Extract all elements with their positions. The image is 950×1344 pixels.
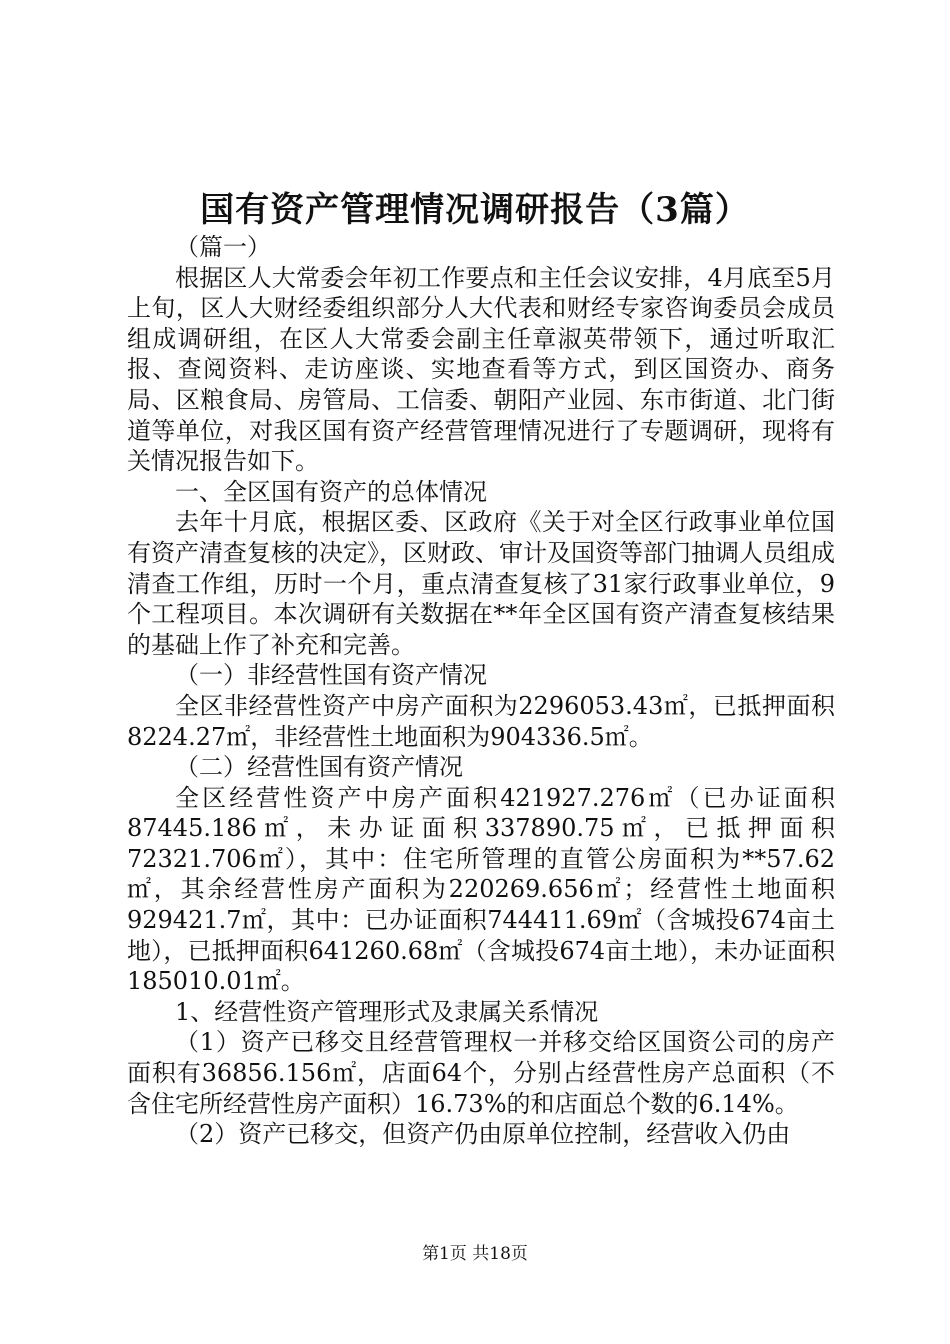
document-body xyxy=(127,232,835,1150)
heading-operating-assets: （二）经营性国有资产情况 xyxy=(175,753,463,782)
paragraph-non-operating-assets: 全区非经营性资产中房产面积为2296053.43㎡，已抵押面积8224.27㎡，非经营性土地面积为904336.5㎡。 xyxy=(127,691,835,751)
heading-management-forms: 1、经营性资产管理形式及隶属关系情况 xyxy=(175,997,599,1026)
paragraph-audit-background: 去年十月底，根据区委、区政府《关于对全区行政事业单位国有资产清查复核的决定》，区财政、审计及国资等部门抽调人员组成清查工作组，历时一个月，重点清查复核了31家行政事业单位，9个工程项目。本次调研有关数据在**年全区国有资产清查复核结果的基础上作了补充和完善。 xyxy=(127,508,835,659)
document-title: 国有资产管理情况调研报告（3篇） xyxy=(200,190,750,230)
heading-overall-situation: 一、全区国有资产的总体情况 xyxy=(175,477,487,506)
paragraph-intro: 根据区人大常委会年初工作要点和主任会议安排，4月底至5月上旬，区人大财经委组织部分人大代表和财经专家咨询委员会成员组成调研组，在区人大常委会副主任章淑英带领下，通过听取汇报、查阅资料、走访座谈、实地查看等方式，到区国资办、商务局、区粮食局、房管局、工信委、朝阳产业园、东市街道、北门街道等单位，对我区国有资产经营管理情况进行了专题调研，现将有关情况报告如下。 xyxy=(127,263,835,476)
paragraph-item-1: （1）资产已移交且经营管理权一并移交给区国资公司的房产面积有36856.156㎡，店面64个，分别占经营性房产总面积（不含住宅所经营性房产面积）16.73%的和店面总个数的6.14%。 xyxy=(127,1028,835,1118)
heading-non-operating-assets: （一）非经营性国有资产情况 xyxy=(175,661,487,690)
paragraph-section-label: （篇一） xyxy=(175,233,271,261)
page-footer: 第1页 共18页 xyxy=(422,1244,528,1264)
paragraph-item-2: （2）资产已移交，但资产仍由原单位控制，经营收入仍由 xyxy=(175,1120,791,1149)
paragraph-operating-assets: 全区经营性资产中房产面积421927.276㎡（已办证面积87445.186㎡，未办证面积337890.75㎡，已抵押面积72321.706㎡），其中：住宅所管理的直管公房面积为**57.62㎡，其余经营性房产面积为220269.656㎡；经营性土地面积929421.7㎡，其中：已办证面积744411.69㎡（含城投674亩土地），已抵押面积641260.68㎡（含城投674亩土地），未办证面积185010.01㎡。 xyxy=(127,783,835,996)
